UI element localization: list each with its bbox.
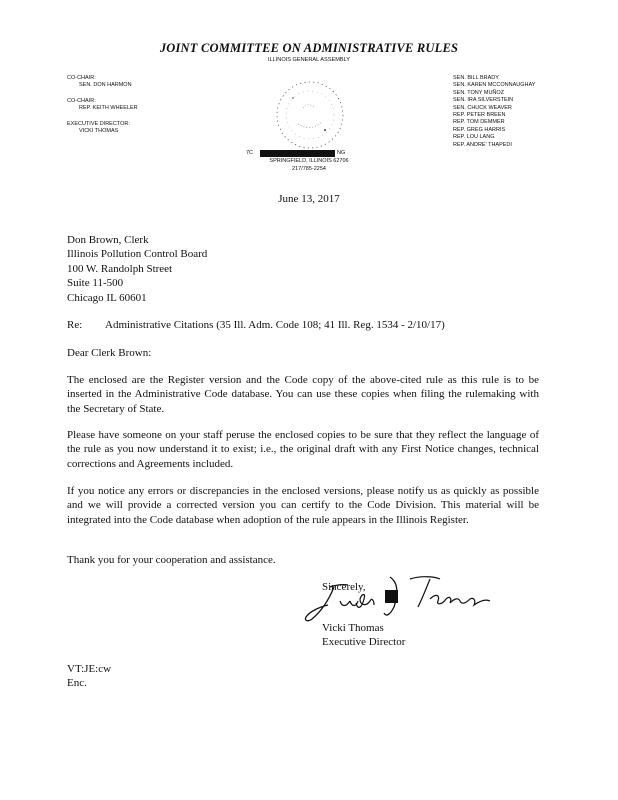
member-name: REP. PETER BREEN — [453, 112, 506, 119]
reference-initials: VT:JE:cw — [67, 663, 112, 675]
signer-title: Executive Director — [322, 636, 406, 649]
co-chair-1-name: SEN. DON HARMON — [79, 82, 132, 89]
address-line-1-start: 7C — [246, 150, 254, 156]
member-name: REP. LOU LANG — [453, 134, 495, 141]
member-name: SEN. KAREN MCCONNAUGHAY — [453, 82, 536, 89]
co-chair-2-name: REP. KEITH WHEELER — [79, 105, 138, 112]
subject-line — [67, 318, 547, 332]
members-list — [453, 75, 593, 149]
member-name: REP. TOM DEMMER — [453, 119, 505, 126]
address-line-1 — [244, 150, 374, 158]
subject-label: Re: — [67, 319, 83, 331]
closing: Sincerely, — [322, 581, 366, 593]
paragraph-4: Thank you for your cooperation and assistance. — [67, 554, 276, 566]
enclosure-note: Enc. — [67, 677, 87, 690]
committee-subtitle: ILLINOIS GENERAL ASSEMBLY — [267, 57, 351, 63]
co-chair-1-label: CO-CHAIR: — [67, 75, 96, 81]
recipient-line: Illinois Pollution Control Board — [67, 248, 208, 261]
recipient-line: Chicago IL 60601 — [67, 291, 147, 304]
signer-name: Vicki Thomas — [322, 622, 384, 634]
member-name: REP. ANDRE' THAPEDI — [453, 141, 512, 148]
committee-title: JOINT COMMITTEE ON ADMINISTRATIVE RULES — [159, 41, 459, 55]
redaction-bar — [260, 150, 335, 157]
address-city: SPRINGFIELD, ILLINOIS 62706 — [269, 158, 349, 164]
signer-block — [322, 621, 405, 650]
address-line-1-end: NG — [337, 150, 346, 156]
member-name: SEN. BILL BRADY — [453, 75, 499, 81]
salutation: Dear Clerk Brown: — [67, 347, 152, 359]
executive-director-label: EXECUTIVE DIRECTOR: — [67, 120, 130, 127]
executive-director-name: VICKI THOMAS — [79, 128, 119, 135]
redaction-box — [385, 590, 398, 603]
address-phone: 217/785-2254 — [292, 166, 326, 172]
letter-date: June 13, 2017 — [278, 193, 340, 205]
recipient-line: Suite 11-500 — [67, 277, 124, 290]
subject-text: Administrative Citations (35 Ill. Adm. Code 108; 41 Ill. Reg. 1534 - 2/10/17) — [105, 319, 445, 331]
paragraph-3: If you notice any errors or discrepancies in the enclosed versions, please notify us as quickly as possible and we will provide a corrected version you can certify to the Code Division. This material will be integrated into the Code database when adoption of the rule appears in the Illinois Register. — [67, 485, 539, 526]
member-name: SEN. TONY MUÑOZ — [453, 89, 505, 96]
reference-initials-block — [67, 662, 111, 691]
paragraph-2: Please have someone on your staff peruse the enclosed copies to be sure that they reflect the language of the rule as you now understand it to exist; i.e., the original draft with any First Notice changes, technical corrections and Agreements included. — [67, 429, 539, 470]
state-seal-icon — [270, 78, 350, 152]
member-name: REP. GREG HARRIS — [453, 126, 506, 133]
paragraph-1: The enclosed are the Register version and the Code copy of the above-cited rule as this rule is to be inserted in the Administrative Code database. You can use these copies when filing the rulemaking with the Secretary of State. — [67, 374, 539, 415]
co-chair-2-label: CO-CHAIR: — [67, 97, 96, 104]
member-name: SEN. IRA SILVERSTEIN — [453, 97, 514, 104]
recipient-line: 100 W. Randolph Street — [67, 262, 173, 275]
recipient-line: Don Brown, Clerk — [67, 234, 149, 246]
recipient-address — [67, 233, 367, 305]
member-name: SEN. CHUCK WEAVER — [453, 104, 512, 111]
officers-block — [67, 75, 187, 143]
